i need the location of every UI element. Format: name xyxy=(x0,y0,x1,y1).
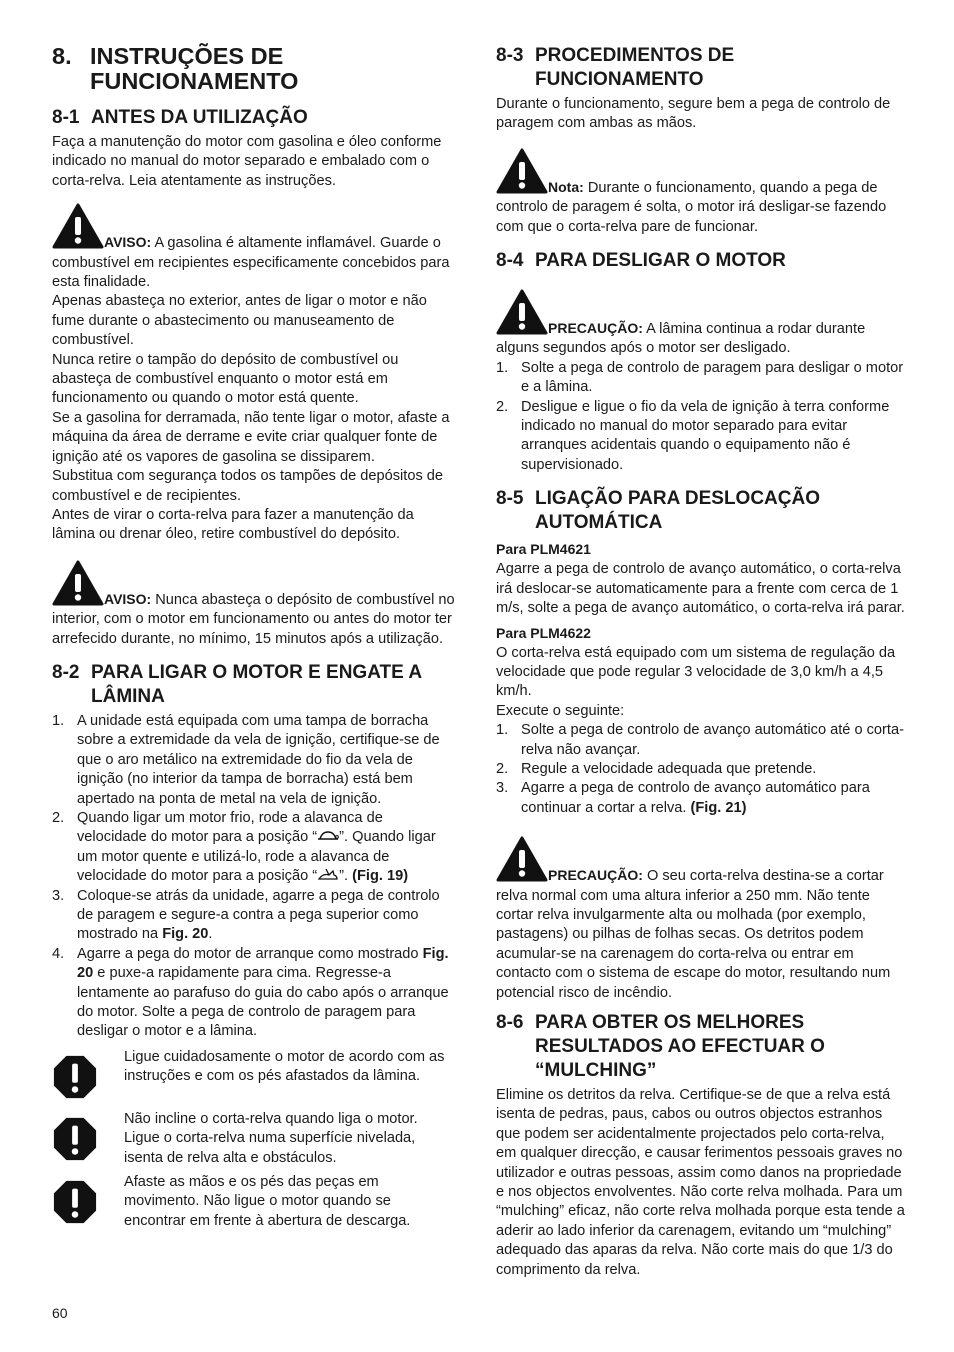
caution-block-blade: PRECAUÇÃO: A lâmina continua a rodar durante alguns segundos após o motor ser desligado. xyxy=(496,289,906,359)
list-item: 1. Solte a pega de controlo de avanço automático até o corta-relva não avançar. xyxy=(496,722,904,758)
warning-triangle-icon xyxy=(496,836,548,882)
warning-block-refuel: AVISO: Nunca abasteça o depósito de combustível no interior, com o motor em funcionamento ou antes do motor ter arrefecido durante, no mínimo, 15 minutos após a utilização. xyxy=(52,560,455,649)
safety-note-row: Ligue cuidadosamente o motor de acordo com as instruções e com os pés afastados da lâmina. xyxy=(52,1048,455,1105)
list-item: 4. Agarre a pega do motor de arranque como mostrado Fig. 20 e puxe-a rapidamente para cima. Regresse-a lentamente ao parafuso do guia do cabo após o arranque do motor. Solte a pega de controlo de paragem para desligar o motor e a lâmina. xyxy=(52,945,449,1040)
model-subheading: Para PLM4621 xyxy=(496,541,591,558)
section-8-3-heading: 8-3 PROCEDIMENTOS DE FUNCIONAMENTO xyxy=(496,45,735,90)
right-column: 8-3 PROCEDIMENTOS DE FUNCIONAMENTO Durante o funcionamento, segure bem a pega de controlo de paragem com ambas as mãos. Nota: Durante o funcionamento, quando a pega de controlo de paragem é solta, o motor irá desligar-se fazendo com que o corta-relva pare de funcionar. 8-4 PARA DESLIGAR O MOTOR PRECAUÇÃO: A lâmina continua a rodar durante alguns segundos após o motor ser desligado. 1. Solte a pega de controlo de paragem para desligar o motor e a lâmina. 2. Desligue e ligue o fio da vela de ignição à terra conforme indicado no manual do motor separado para evitar arranques acidentais quando o equipamento não é supervisionado. 8-5 LIGAÇÃO PARA DESLOCAÇÃO AUTOMÁTICA Para PLM4621 Agarre a pega de controlo de avanço automático, o corta-relva irá deslocar-se automaticamente para a frente com cerca de 1 m/s, solte a pega de avanço automático, o corta-relva irá parar. Para PLM4622 O corta-relva está equipado com um sistema de regulação da velocidade que pode regular 3 velocidade de 3,0 km/h a 4,5 km/h. Execute o seguinte: 1. Solte a pega de controlo de avanço automático até o corta-relva não avançar. 2. Regule a velocidade adequada que pretende. 3. Agarre a pega de controlo de avanço automático para continuar a cortar a relva. (Fig. 21) PRECAUÇÃO: O seu corta-relva destina-se a cortar relva normal com uma altura inferior a 250 mm. Não tente cortar relva invulgarmente alta ou molhada (por exemplo, pastagens) ou pilhas de folhas secas. Os detritos podem acumular-se na carenagem do corta-relva ou entrar em contacto com o sistema de escape do motor, resultando num potencial risco de incêndio. 8-6 PARA OBTER OS MELHORES RESULTADOS AO EFECTUAR O “MULCHING” Elimine os detritos da relva. Certifique-se de que a relva está isenta de pedras, paus, cabos ou outros objectos estranhos que podem ser acidentalmente projectados pelo corta-relva, em qualquer direcção, e causar ferimentos pessoais graves no utilizador e outras pessoas, assim como danos na propriedade e nos objectos envolventes. Não corte relva molhada. Para um “mulching” eficaz, não corte relva molhada porque esta tende a aderir ao lado inferior da carenagem, evitando um “mulching” adequado das aparas da relva. Não corte mais do que 1/3 do comprimento da relva. xyxy=(496,45,905,1278)
list-item: 3. Agarre a pega de controlo de avanço automático para continuar a cortar a relva. (Fig. 21) xyxy=(496,780,870,816)
left-column xyxy=(52,44,455,1231)
warning-octagon-icon xyxy=(52,1116,98,1162)
model-subheading: Para PLM4622 xyxy=(496,624,591,641)
section-8-2-heading: 8-2 PARA LIGAR O MOTOR E ENGATE A LÂMINA xyxy=(52,661,422,707)
warning-octagon-icon xyxy=(52,1054,98,1100)
hare-fast-icon xyxy=(317,868,339,882)
list-item: 2. Quando ligar um motor frio, rode a alavanca de velocidade do motor para a posição “ ”. Quando ligar um motor quente e utilizá-lo, rode a alavanca de velocidade do motor para a posição “ ”. (Fig. 19) xyxy=(52,809,436,885)
section-8-5-heading: 8-5 LIGAÇÃO PARA DESLOCAÇÃO AUTOMÁTICA xyxy=(496,488,820,534)
page-number: 60 xyxy=(52,1305,68,1321)
start-engine-steps xyxy=(52,712,455,1042)
warning-block-petrol: AVISO: A gasolina é altamente inflamável. Guarde o combustível em recipientes especificamente concebidos para esta finalidade. Apenas abasteça no exterior, antes de ligar o motor e não fume durante o abastecimento ou manuseamento de combustível. Nunca retire o tampão do depósito de combustível ou abasteça de combustível enquanto o motor está em funcionamento ou quando o motor está quente. Se a gasolina for derramada, não tente ligar o motor, afaste a máquina da área de derrame e evite criar qualquer fonte de ignição até os vapores de gasolina se dissiparem. Substitua com segurança todos os tampões de depósitos de combustível e de recipientes. Antes de virar o corta-relva para fazer a manutenção da lâmina ou drenar óleo, retire combustível do depósito. xyxy=(52,203,455,545)
section-8-6-heading: 8-6 PARA OBTER OS MELHORES RESULTADOS AO EFECTUAR O “MULCHING” xyxy=(496,1012,825,1081)
list-item: 1. Solte a pega de controlo de paragem para desligar o motor e a lâmina. xyxy=(496,359,904,396)
warning-triangle-icon xyxy=(52,203,104,249)
list-item: 2. Regule a velocidade adequada que pretende. xyxy=(496,760,817,777)
list-item: 1. A unidade está equipada com uma tampa de borracha sobre a extremidade da vela de ignição, certifique-se de que o aro metálico na extremidade do fio da vela de ignição (no interior da tampa de borracha) está bem apertado na ponta de metal na vela de ignição. xyxy=(52,712,440,807)
stop-engine-steps xyxy=(496,359,906,475)
turtle-slow-icon xyxy=(317,830,339,842)
caution-block-grass: PRECAUÇÃO: O seu corta-relva destina-se a cortar relva normal com uma altura inferior a 250 mm. Não tente cortar relva invulgarmente alta ou molhada (por exemplo, pastagens) ou pilhas de folhas secas. Os detritos podem acumular-se na carenagem do corta-relva ou entrar em contacto com o sistema de escape do motor, resultando num potencial risco de incêndio. xyxy=(496,836,906,1003)
section-8-4-heading: 8-4 PARA DESLIGAR O MOTOR xyxy=(496,250,786,272)
warning-triangle-icon xyxy=(52,560,104,606)
page-title: 8. INSTRUÇÕES DE FUNCIONAMENTO xyxy=(52,43,299,94)
section-8-1-heading: 8-1 ANTES DA UTILIZAÇÃO xyxy=(52,107,308,128)
section-8-1-intro: Faça a manutenção do motor com gasolina e óleo conforme indicado no manual do motor separado e embalado com o corta-relva. Leia atentamente as instruções. xyxy=(52,134,442,189)
list-item: 2. Desligue e ligue o fio da vela de ignição à terra conforme indicado no manual do motor separado para evitar arranques acidentais quando o equipamento não é supervisionado. xyxy=(496,398,890,473)
safety-note-row: Afaste as mãos e os pés das peças em movimento. Não ligue o motor quando se encontrar em frente à abertura de descarga. xyxy=(52,1173,455,1231)
warning-triangle-icon xyxy=(496,289,548,335)
warning-octagon-icon xyxy=(52,1179,98,1225)
self-propel-steps xyxy=(496,721,906,818)
list-item: 3. Coloque-se atrás da unidade, agarre a pega de controlo de paragem e segure-a contra a pega superior como mostrado na Fig. 20. xyxy=(52,887,440,943)
safety-note-row: Não incline o corta-relva quando liga o motor. Ligue o corta-relva numa superfície nivelada, isenta de relva alta e obstáculos. xyxy=(52,1110,455,1168)
warning-triangle-icon xyxy=(496,148,548,194)
note-block: Nota: Durante o funcionamento, quando a pega de controlo de paragem é solta, o motor irá desligar-se fazendo com que o corta-relva pare de funcionar. xyxy=(496,148,906,237)
